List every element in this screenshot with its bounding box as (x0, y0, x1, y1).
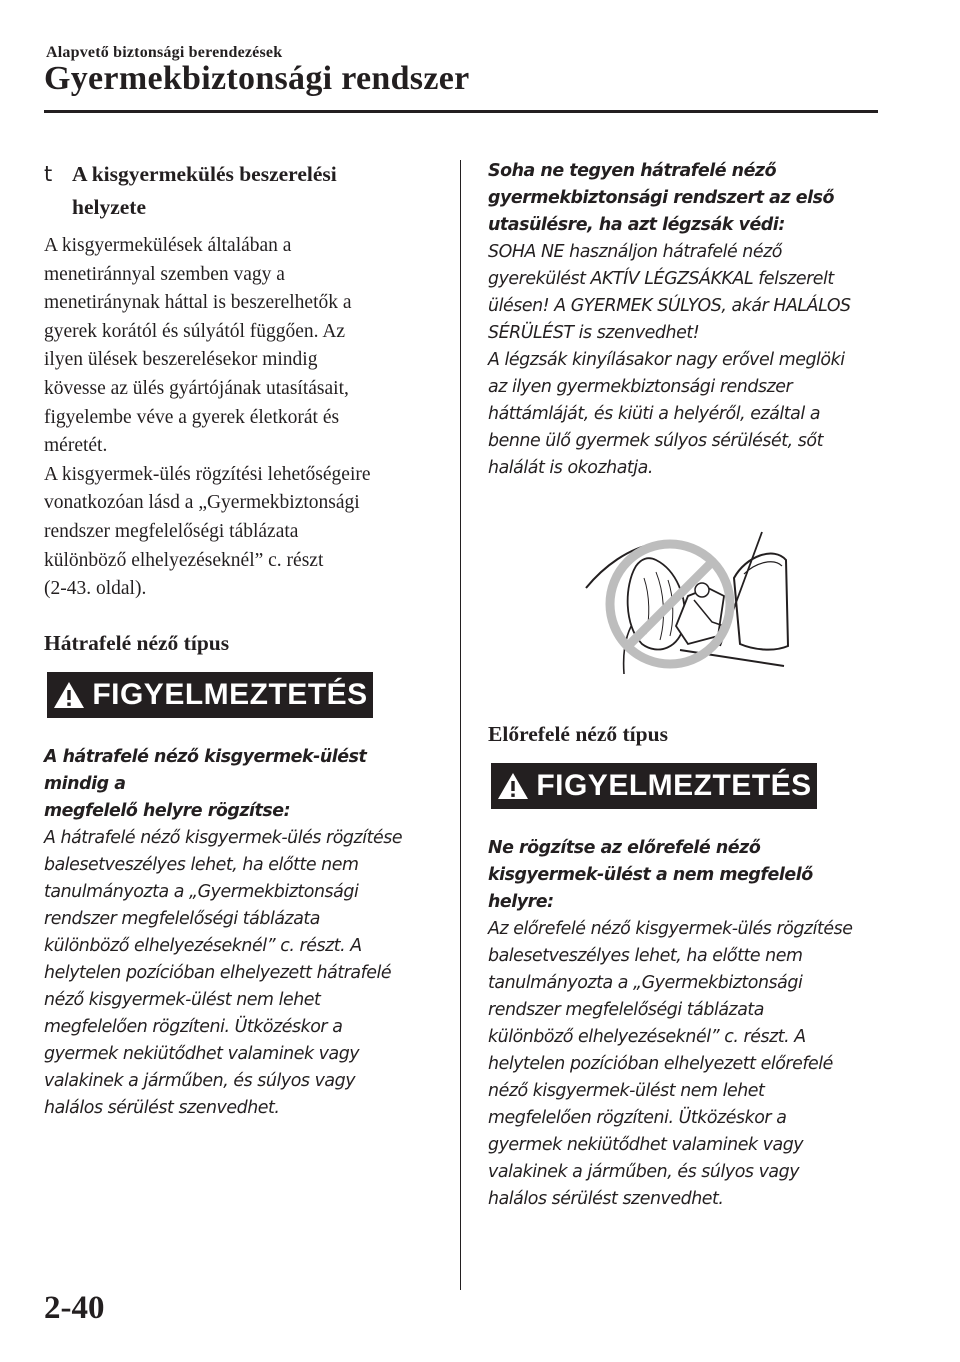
airbag-warning-body: SOHA NE használjon hátrafelé néző gyerekülést AKTÍV LÉGZSÁKKAL felszerelt ülésen! A GYERMEK SÚLYOS, akár HALÁLOS SÉRÜLÉST is szenvedhet! A légzsák kinyílásakor nagy erővel meglöki az ilyen gyermekbiztonsági rendszer háttámláját, és kiüti a helyéről, ezáltal a benne ülő gyermek súlyos sérülését, sőt halálát is okozhatja. (488, 242, 851, 478)
intro-paragraph: A kisgyermekülések általában a menetiránnyal szemben vagy a menetiránynak háttal is beszerelhetők a gyerek korától és súlyától függően. Az ilyen ülések beszerelésekor mindig kövesse az ülés gyártójának utasításait, figyelembe véve a gyerek életkorát és méretét. A kisgyermek-ülés rögzítési lehetőségeire vonatkozóan lásd a „Gyermekbiztonsági rendszer megfelelőségi táblázata különböző elhelyezéseknél” c. részt (2-43. oldal). (44, 235, 371, 600)
header-rule (44, 110, 878, 113)
warning-banner (47, 672, 373, 718)
airbag-warning-title: Soha ne tegyen hátrafelé néző gyermekbiztonsági rendszert az első utasülésre, ha azt légzsák védi: (488, 161, 834, 235)
column-divider (460, 160, 461, 1290)
warning-triangle-icon (52, 680, 86, 710)
rear-facing-heading: Hátrafelé néző típus (44, 630, 230, 655)
left-column (44, 158, 428, 1122)
right-column (488, 158, 872, 1213)
forward-warning-body: Az előrefelé néző kisgyermek-ülés rögzítése balesetveszélyes lehet, ha előtte nem tanulmányozta a „Gyermekbiztonsági rendszer megfelelőségi táblázata különböző elhelyezéseknél” c. részt. A helytelen pozícióban elhelyezett előrefelé néző kisgyermek-ülést nem lehet megfelelően rögzíteni. Ütközéskor a gyermek nekiütődhet valaminek vagy valakinek a járműben, és súlyos vagy halálos sérülést szenvedhet. (488, 919, 853, 1209)
page-title: Gyermekbiztonsági rendszer (44, 60, 470, 97)
warning-title: A hátrafelé néző kisgyermek-ülést mindig a megfelelő helyre rögzítse: (44, 746, 367, 821)
page-number: 2-40 (44, 1290, 105, 1326)
warning-body: A hátrafelé néző kisgyermek-ülés rögzítése balesetveszélyes lehet, ha előtte nem tanulmányozta a „Gyermekbiztonsági rendszer megfelelőségi táblázata különböző elhelyezéseknél” c. részt. A helytelen pozícióban elhelyezett hátrafelé néző kisgyermek-ülést nem lehet megfelelően rögzíteni. Ütközéskor a gyermek nekiütődhet valaminek vagy valakinek a járműben, és súlyos vagy halálos sérülést szenvedhet. (44, 827, 403, 1118)
forward-facing-heading: Előrefelé néző típus (488, 722, 668, 746)
warning-triangle-icon (496, 771, 530, 801)
header-kicker: Alapvető biztonsági berendezések (46, 44, 283, 61)
airbag-prohibition-illustration (584, 526, 792, 674)
section-title: A kisgyermekülés beszerelési helyzete (72, 162, 337, 219)
section-heading (44, 158, 428, 224)
forward-warning-title: Ne rögzítse az előrefelé néző kisgyermek-ülést a nem megfelelő helyre: (488, 838, 813, 912)
warning-banner-2 (491, 763, 817, 809)
warning-label: FIGYELMEZTETÉS (536, 769, 812, 802)
section-marker: t (44, 162, 53, 186)
warning-label: FIGYELMEZTETÉS (92, 677, 368, 711)
